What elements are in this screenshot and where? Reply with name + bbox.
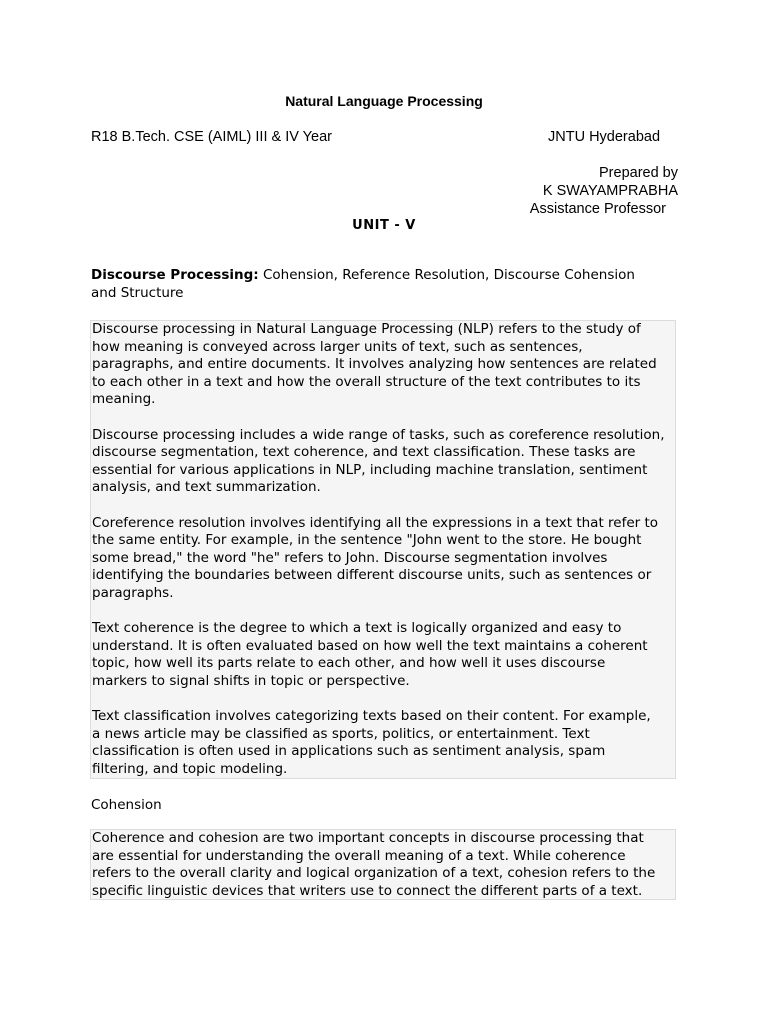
text-line: Coherence and cohesion are two important concepts in discourse processing that [92,830,644,846]
topics-text-1: Cohension, Reference Resolution, Discourse Cohension [258,267,635,283]
topics-lead: Discourse Processing: [91,267,259,283]
paragraph [91,830,675,900]
document-title: Natural Language Processing [285,93,483,109]
course-info: R18 B.Tech. CSE (AIML) III & IV Year [91,129,332,145]
text-line: discourse segmentation, text coherence, and text classification. These tasks are [92,444,636,460]
text-line: classification is often used in applications such as sentiment analysis, spam [92,743,606,759]
text-line: some bread," the word "he" refers to John. Discourse segmentation involves [92,549,608,566]
text-line: meaning. [92,391,156,407]
text-line: the same entity. For example, in the sentence "John went to the store. He bought [92,532,642,548]
text-line: to each other in a text and how the overall structure of the text contributes to its [92,373,641,390]
topics-text-2: and Structure [91,284,184,301]
text-line: paragraphs. [92,584,174,601]
text-line: refers to the overall clarity and logical organization of a text, cohesion refers to the [92,865,656,881]
author-role: Assistance Professor [529,201,666,217]
paragraph [91,620,675,690]
text-line: Coreference resolution involves identifying all the expressions in a text that refer to [92,514,659,531]
author-block [530,164,678,218]
text-line: understand. It is often evaluated based on how well the text maintains a coherent [92,637,648,654]
author-name: K SWAYAMPRABHA [542,183,678,199]
text-line: how meaning is conveyed across larger units of text, such as sentences, [92,338,583,355]
university-name: JNTU Hyderabad [548,129,661,145]
paragraph [91,321,675,409]
cohesion-explanation-box [90,829,676,900]
text-line: a news article may be classified as sports, politics, or entertainment. Text [92,725,590,742]
text-line: essential for various applications in NLP, including machine translation, sentiment [92,461,648,478]
paragraph [91,708,675,778]
text-line: Text classification involves categorizing texts based on their content. For example, [92,708,651,724]
text-line: identifying the boundaries between different discourse units, such as sentences or [92,567,652,583]
text-line: analysis, and text summarization. [92,479,321,495]
text-line: filtering, and topic modeling. [92,760,288,777]
topics-line [91,267,681,302]
discourse-explanation-box [90,320,676,779]
text-line: are essential for understanding the overall meaning of a text. While coherence [92,847,626,864]
text-line: Discourse processing includes a wide range of tasks, such as coreference resolution, [92,426,665,443]
paragraph [91,427,675,497]
prepared-by-label: Prepared by [599,165,678,181]
unit-title: UNIT - V [352,218,416,233]
text-line: paragraphs, and entire documents. It involves analyzing how sentences are related [92,356,657,372]
text-line: specific linguistic devices that writers use to connect the different parts of a text. [92,882,643,899]
paragraph [91,515,675,603]
text-line: Text coherence is the degree to which a text is logically organized and easy to [92,620,622,636]
cohesion-heading: Cohension [91,797,162,813]
text-line: topic, how well its parts relate to each other, and how well it uses discourse [92,655,606,671]
text-line: markers to signal shifts in topic or perspective. [92,672,410,689]
text-line: Discourse processing in Natural Language Processing (NLP) refers to the study of [92,321,641,337]
